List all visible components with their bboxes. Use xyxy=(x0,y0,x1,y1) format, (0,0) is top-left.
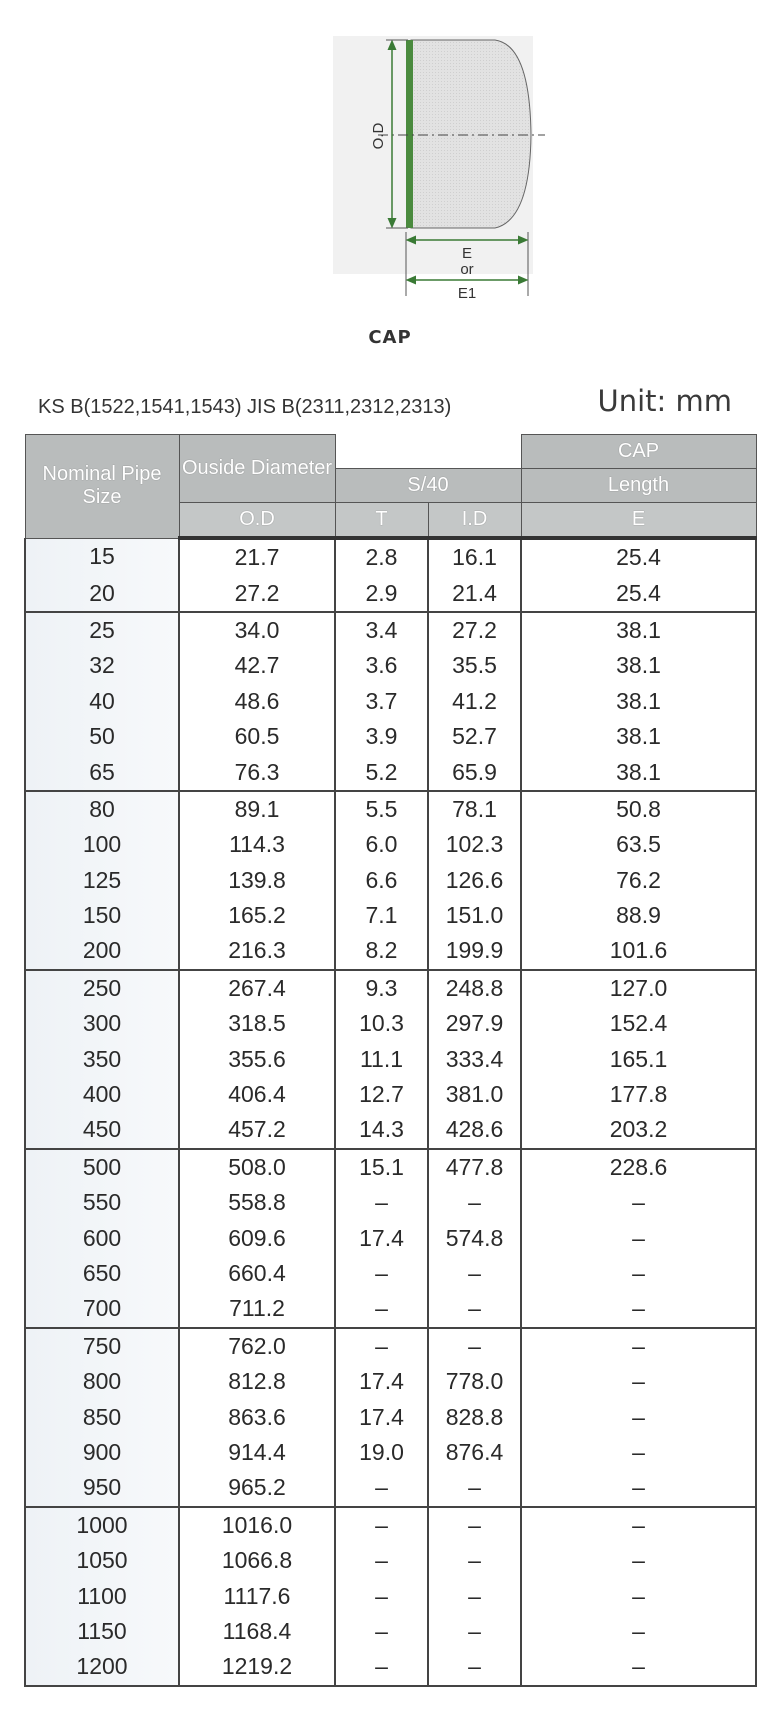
table-row xyxy=(25,1185,756,1220)
id-cell: 65.9 xyxy=(428,754,521,790)
od-cell: 914.4 xyxy=(179,1435,335,1470)
od-cell: 1066.8 xyxy=(179,1543,335,1578)
e-cell: – xyxy=(521,1578,756,1613)
table-body xyxy=(25,538,756,1686)
id-cell: – xyxy=(428,1543,521,1578)
e-cell: 152.4 xyxy=(521,1006,756,1041)
e-cell: – xyxy=(521,1220,756,1255)
e-cell: 38.1 xyxy=(521,719,756,754)
table-row xyxy=(25,791,756,827)
nps-cell: 500 xyxy=(25,1149,179,1185)
od-cell: 165.2 xyxy=(179,898,335,933)
e-cell: – xyxy=(521,1507,756,1543)
od-cell: 27.2 xyxy=(179,575,335,611)
table-row xyxy=(25,827,756,862)
nps-cell: 1200 xyxy=(25,1649,179,1685)
e-cell: 101.6 xyxy=(521,933,756,969)
table-row xyxy=(25,1399,756,1434)
t-cell: 2.9 xyxy=(335,575,428,611)
od-cell: 406.4 xyxy=(179,1077,335,1112)
e-cell: 25.4 xyxy=(521,575,756,611)
od-cell: 89.1 xyxy=(179,791,335,827)
t-cell: – xyxy=(335,1328,428,1364)
nps-cell: 650 xyxy=(25,1256,179,1291)
id-cell: 248.8 xyxy=(428,970,521,1006)
od-cell: 216.3 xyxy=(179,933,335,969)
e-cell: 38.1 xyxy=(521,612,756,648)
id-cell: – xyxy=(428,1328,521,1364)
table-row xyxy=(25,933,756,969)
od-cell: 267.4 xyxy=(179,970,335,1006)
e-cell: 203.2 xyxy=(521,1112,756,1148)
t-cell: – xyxy=(335,1543,428,1578)
e-cell: – xyxy=(521,1543,756,1578)
t-cell: 5.5 xyxy=(335,791,428,827)
t-cell: – xyxy=(335,1291,428,1327)
nps-cell: 750 xyxy=(25,1328,179,1364)
header-id: I.D xyxy=(428,503,521,539)
id-cell: 102.3 xyxy=(428,827,521,862)
cap-face xyxy=(406,40,413,228)
table-row xyxy=(25,754,756,790)
od-cell: 457.2 xyxy=(179,1112,335,1148)
table-row xyxy=(25,1614,756,1649)
id-cell: – xyxy=(428,1614,521,1649)
table-row xyxy=(25,898,756,933)
e1-label: E1 xyxy=(457,285,477,300)
t-cell: 3.6 xyxy=(335,648,428,683)
table-row xyxy=(25,719,756,754)
e-cell: – xyxy=(521,1328,756,1364)
t-cell: – xyxy=(335,1470,428,1506)
od-cell: 318.5 xyxy=(179,1006,335,1041)
table-row xyxy=(25,1291,756,1327)
header-s40: S/40 xyxy=(335,469,521,503)
t-cell: 17.4 xyxy=(335,1399,428,1434)
t-cell: 17.4 xyxy=(335,1364,428,1399)
id-cell: 16.1 xyxy=(428,538,521,575)
od-cell: 965.2 xyxy=(179,1470,335,1506)
nps-cell: 850 xyxy=(25,1399,179,1434)
e-cell: 50.8 xyxy=(521,791,756,827)
od-cell: 863.6 xyxy=(179,1399,335,1434)
nps-cell: 20 xyxy=(25,575,179,611)
id-cell: – xyxy=(428,1470,521,1506)
t-cell: 19.0 xyxy=(335,1435,428,1470)
od-cell: 558.8 xyxy=(179,1185,335,1220)
cap-body xyxy=(411,40,531,228)
nps-cell: 550 xyxy=(25,1185,179,1220)
t-cell: – xyxy=(335,1256,428,1291)
od-cell: 762.0 xyxy=(179,1328,335,1364)
table-row xyxy=(25,1578,756,1613)
id-cell: 52.7 xyxy=(428,719,521,754)
id-cell: 574.8 xyxy=(428,1220,521,1255)
or-label: or xyxy=(460,261,474,278)
od-cell: 355.6 xyxy=(179,1041,335,1076)
od-cell: 21.7 xyxy=(179,538,335,575)
e-cell: 38.1 xyxy=(521,684,756,719)
table-row xyxy=(25,1328,756,1364)
nps-cell: 15 xyxy=(25,538,179,575)
nps-cell: 400 xyxy=(25,1077,179,1112)
e-cell: 177.8 xyxy=(521,1077,756,1112)
od-cell: 1168.4 xyxy=(179,1614,335,1649)
id-cell: 297.9 xyxy=(428,1006,521,1041)
id-cell: 35.5 xyxy=(428,648,521,683)
nps-cell: 950 xyxy=(25,1470,179,1506)
t-cell: 11.1 xyxy=(335,1041,428,1076)
id-cell: 333.4 xyxy=(428,1041,521,1076)
od-cell: 609.6 xyxy=(179,1220,335,1255)
t-cell: 3.7 xyxy=(335,684,428,719)
t-cell: 9.3 xyxy=(335,970,428,1006)
nps-cell: 100 xyxy=(25,827,179,862)
unit-label: Unit: mm xyxy=(597,384,732,418)
t-cell: 6.0 xyxy=(335,827,428,862)
id-cell: 27.2 xyxy=(428,612,521,648)
nps-cell: 40 xyxy=(25,684,179,719)
nps-cell: 350 xyxy=(25,1041,179,1076)
table-row xyxy=(25,648,756,683)
t-cell: 12.7 xyxy=(335,1077,428,1112)
table-row xyxy=(25,1543,756,1578)
table-row xyxy=(25,1112,756,1148)
od-cell: 48.6 xyxy=(179,684,335,719)
od-cell: 60.5 xyxy=(179,719,335,754)
dimensions-table xyxy=(24,434,757,1687)
e-cell: – xyxy=(521,1435,756,1470)
e-cell: 127.0 xyxy=(521,970,756,1006)
od-cell: 1219.2 xyxy=(179,1649,335,1685)
id-cell: – xyxy=(428,1507,521,1543)
e-cell: 165.1 xyxy=(521,1041,756,1076)
id-cell: 828.8 xyxy=(428,1399,521,1434)
e-cell: 88.9 xyxy=(521,898,756,933)
od-cell: 42.7 xyxy=(179,648,335,683)
table-row xyxy=(25,1077,756,1112)
e-cell: – xyxy=(521,1364,756,1399)
nps-cell: 450 xyxy=(25,1112,179,1148)
od-cell: 660.4 xyxy=(179,1256,335,1291)
nps-cell: 800 xyxy=(25,1364,179,1399)
table-row xyxy=(25,1470,756,1506)
od-cell: 76.3 xyxy=(179,754,335,790)
header-outside-diameter: Ouside Diameter xyxy=(179,435,335,503)
id-cell: 126.6 xyxy=(428,863,521,898)
header-e: E xyxy=(521,503,756,539)
id-cell: 78.1 xyxy=(428,791,521,827)
nps-cell: 300 xyxy=(25,1006,179,1041)
nps-cell: 125 xyxy=(25,863,179,898)
t-cell: – xyxy=(335,1614,428,1649)
id-cell: – xyxy=(428,1291,521,1327)
nps-cell: 1150 xyxy=(25,1614,179,1649)
t-cell: – xyxy=(335,1185,428,1220)
od-cell: 812.8 xyxy=(179,1364,335,1399)
nps-cell: 200 xyxy=(25,933,179,969)
id-cell: – xyxy=(428,1649,521,1685)
cap-title: CAP xyxy=(368,327,412,348)
e-cell: 228.6 xyxy=(521,1149,756,1185)
e-cell: – xyxy=(521,1185,756,1220)
e-cell: – xyxy=(521,1649,756,1685)
nps-cell: 1050 xyxy=(25,1543,179,1578)
cap-diagram xyxy=(0,0,780,300)
table-row xyxy=(25,684,756,719)
table-row xyxy=(25,1507,756,1543)
od-cell: 139.8 xyxy=(179,863,335,898)
t-cell: 3.9 xyxy=(335,719,428,754)
header-blank xyxy=(335,435,521,469)
t-cell: 8.2 xyxy=(335,933,428,969)
e-label: E xyxy=(461,245,473,262)
id-cell: 381.0 xyxy=(428,1077,521,1112)
id-cell: – xyxy=(428,1578,521,1613)
e-cell: 38.1 xyxy=(521,648,756,683)
nps-cell: 50 xyxy=(25,719,179,754)
id-cell: 41.2 xyxy=(428,684,521,719)
header-length: Length xyxy=(521,469,756,503)
id-cell: 428.6 xyxy=(428,1112,521,1148)
e-cell: – xyxy=(521,1291,756,1327)
e-cell: – xyxy=(521,1256,756,1291)
table-row xyxy=(25,538,756,575)
t-cell: 6.6 xyxy=(335,863,428,898)
nps-cell: 25 xyxy=(25,612,179,648)
e-cell: – xyxy=(521,1614,756,1649)
t-cell: 10.3 xyxy=(335,1006,428,1041)
t-cell: 14.3 xyxy=(335,1112,428,1148)
t-cell: 3.4 xyxy=(335,612,428,648)
e-cell: 25.4 xyxy=(521,538,756,575)
t-cell: 7.1 xyxy=(335,898,428,933)
id-cell: 876.4 xyxy=(428,1435,521,1470)
id-cell: 778.0 xyxy=(428,1364,521,1399)
id-cell: – xyxy=(428,1256,521,1291)
nps-cell: 150 xyxy=(25,898,179,933)
t-cell: – xyxy=(335,1578,428,1613)
e-cell: 38.1 xyxy=(521,754,756,790)
t-cell: 5.2 xyxy=(335,754,428,790)
od-cell: 711.2 xyxy=(179,1291,335,1327)
nps-cell: 700 xyxy=(25,1291,179,1327)
t-cell: – xyxy=(335,1649,428,1685)
id-cell: 477.8 xyxy=(428,1149,521,1185)
e-cell: – xyxy=(521,1399,756,1434)
table-row xyxy=(25,1256,756,1291)
nps-cell: 250 xyxy=(25,970,179,1006)
table-row xyxy=(25,1006,756,1041)
id-cell: 21.4 xyxy=(428,575,521,611)
od-cell: 34.0 xyxy=(179,612,335,648)
header-cap: CAP xyxy=(521,435,756,469)
e-cell: 63.5 xyxy=(521,827,756,862)
od-label: O.D xyxy=(370,122,387,150)
nps-cell: 1100 xyxy=(25,1578,179,1613)
od-cell: 114.3 xyxy=(179,827,335,862)
od-cell: 508.0 xyxy=(179,1149,335,1185)
standards-reference: KS B(1522,1541,1543) JIS B(2311,2312,2313) xyxy=(38,396,452,418)
table-row xyxy=(25,1649,756,1685)
id-cell: 151.0 xyxy=(428,898,521,933)
od-cell: 1117.6 xyxy=(179,1578,335,1613)
od-cell: 1016.0 xyxy=(179,1507,335,1543)
table-row xyxy=(25,863,756,898)
t-cell: 15.1 xyxy=(335,1149,428,1185)
header-od: O.D xyxy=(179,503,335,539)
nps-cell: 32 xyxy=(25,648,179,683)
table-row xyxy=(25,575,756,611)
e-cell: – xyxy=(521,1470,756,1506)
e-cell: 76.2 xyxy=(521,863,756,898)
id-cell: – xyxy=(428,1185,521,1220)
t-cell: 2.8 xyxy=(335,538,428,575)
id-cell: 199.9 xyxy=(428,933,521,969)
nps-cell: 600 xyxy=(25,1220,179,1255)
table-row xyxy=(25,1364,756,1399)
nps-cell: 900 xyxy=(25,1435,179,1470)
t-cell: 17.4 xyxy=(335,1220,428,1255)
table-row xyxy=(25,1041,756,1076)
nps-cell: 80 xyxy=(25,791,179,827)
table-row xyxy=(25,1220,756,1255)
table-row xyxy=(25,1435,756,1470)
table-row xyxy=(25,612,756,648)
table-row xyxy=(25,970,756,1006)
nps-cell: 65 xyxy=(25,754,179,790)
header-nominal-pipe-size: Nominal Pipe Size xyxy=(25,435,179,539)
header-t: T xyxy=(335,503,428,539)
t-cell: – xyxy=(335,1507,428,1543)
nps-cell: 1000 xyxy=(25,1507,179,1543)
table-row xyxy=(25,1149,756,1185)
